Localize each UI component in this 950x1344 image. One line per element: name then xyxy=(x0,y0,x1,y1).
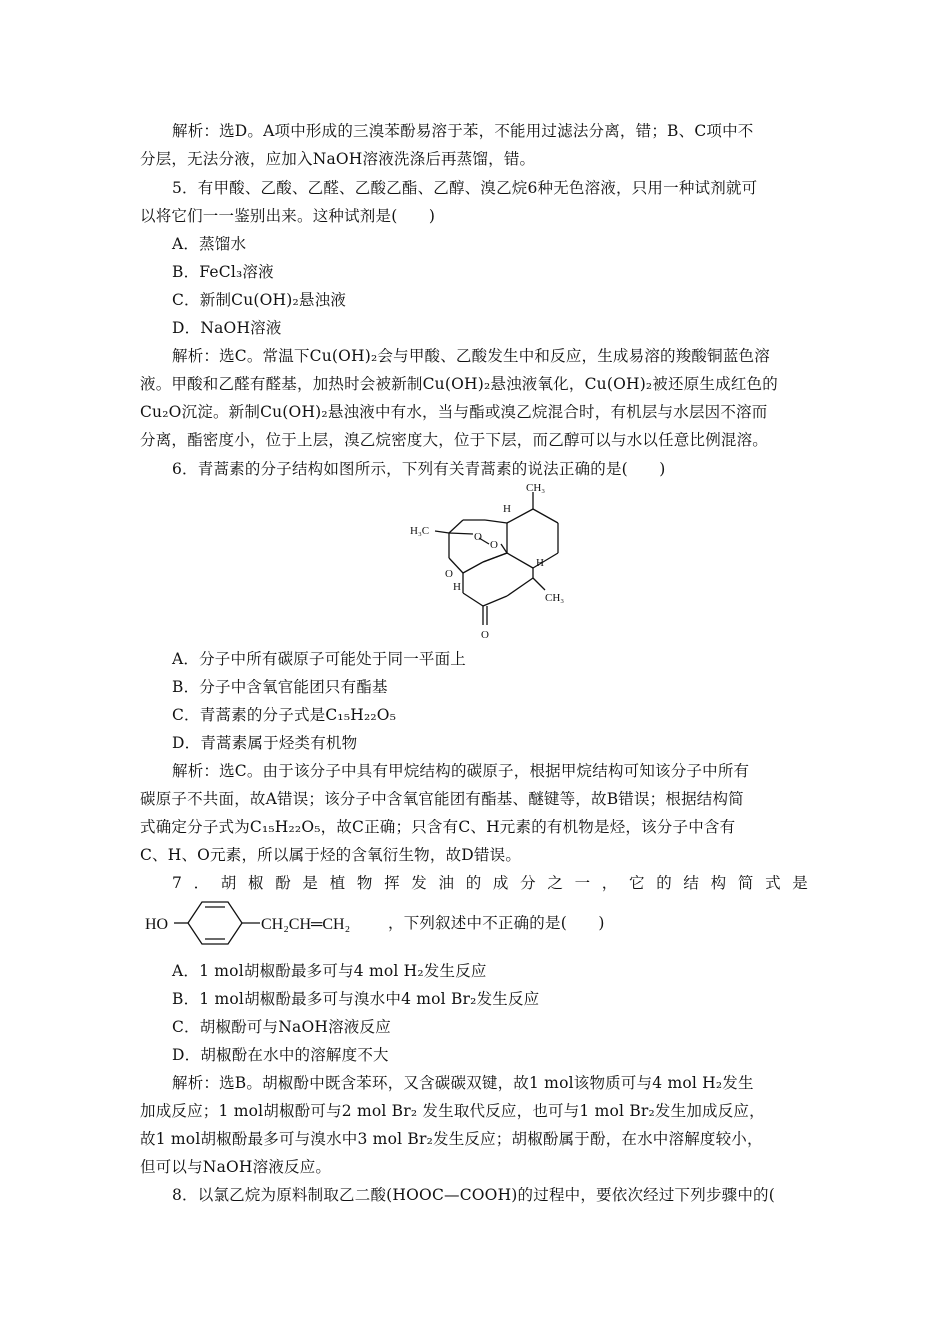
q5-option-c: C．新制Cu(OH)₂悬浊液 xyxy=(172,291,347,309)
q7-option-d: D．胡椒酚在水中的溶解度不大 xyxy=(172,1046,389,1064)
oxygen-label-4: O xyxy=(481,629,489,641)
formula-ho: HO xyxy=(145,916,169,933)
q6-option-d: D．青蒿素属于烃类有机物 xyxy=(172,734,358,752)
ch3-right-label: CH₃ xyxy=(545,592,565,604)
q6-analysis-line-1: 解析：选C。由于该分子中具有甲烷结构的碳原子，根据甲烷结构可知该分子中所有 xyxy=(172,762,750,780)
q7-stem-line-1: 7．胡椒酚是植物挥发油的成分之一，它的结构简式是 xyxy=(172,874,808,892)
ch3-top-label: CH₃ xyxy=(526,482,546,494)
q7-stem-tail: ，下列叙述中不正确的是( ) xyxy=(388,914,605,932)
oxygen-label-2: O xyxy=(490,539,498,551)
q5-stem-line-1: 5．有甲酸、乙酸、乙醛、乙酸乙酯、乙醇、溴乙烷6种无色溶液，只用一种试剂就可 xyxy=(172,179,758,197)
q5-analysis-line-3: Cu₂O沉淀。新制Cu(OH)₂悬浊液中有水，当与酯或溴乙烷混合时，有机层与水层因不溶而 xyxy=(140,403,768,421)
q6-stem: 6．青蒿素的分子结构如图所示，下列有关青蒿素的说法正确的是( ) xyxy=(172,460,666,478)
formula-allyl: CH₂CH═CH₂ xyxy=(261,916,351,933)
q8-stem: 8．以氯乙烷为原料制取乙二酸(HOOC—COOH)的过程中，要依次经过下列步骤中的( xyxy=(172,1186,775,1204)
q5-analysis-line-4: 分离，酯密度小，位于上层，溴乙烷密度大，位于下层，而乙醇可以与水以任意比例混溶。 xyxy=(140,431,769,449)
q6-option-b: B．分子中含氧官能团只有酯基 xyxy=(172,678,388,696)
q7-analysis-line-4: 但可以与NaOH溶液反应。 xyxy=(140,1158,332,1176)
q7-option-a: A．1 mol胡椒酚最多可与4 mol H₂发生反应 xyxy=(172,962,487,980)
oxygen-label-3: O xyxy=(445,568,453,580)
q7-option-b: B．1 mol胡椒酚最多可与溴水中4 mol Br₂发生反应 xyxy=(172,990,540,1008)
chavicol-structure xyxy=(140,895,390,951)
q7-analysis-line-2: 加成反应；1 mol胡椒酚可与2 mol Br₂ 发生取代反应，也可与1 mol Br₂发生加成反应， xyxy=(140,1102,765,1120)
q5-analysis-line-2: 液。甲酸和乙醛有醛基，加热时会被新制Cu(OH)₂悬浊液氧化，Cu(OH)₂被还原生成红色的 xyxy=(140,375,778,393)
q7-analysis-line-1: 解析：选B。胡椒酚中既含苯环，又含碳碳双键，故1 mol该物质可与4 mol H₂发生 xyxy=(172,1074,754,1092)
q5-option-d: D．NaOH溶液 xyxy=(172,319,282,337)
q7-option-c: C．胡椒酚可与NaOH溶液反应 xyxy=(172,1018,391,1036)
q5-analysis-line-1: 解析：选C。常温下Cu(OH)₂会与甲酸、乙酸发生中和反应，生成易溶的羧酸铜蓝色溶 xyxy=(172,347,770,365)
oxygen-label-1: O xyxy=(474,531,482,543)
h-right-label: H xyxy=(536,557,544,569)
h-top-label: H xyxy=(503,503,511,515)
h-left-label: H xyxy=(453,581,461,593)
q6-option-a: A．分子中所有碳原子可能处于同一平面上 xyxy=(172,650,466,668)
q6-option-c: C．青蒿素的分子式是C₁₅H₂₂O₅ xyxy=(172,706,397,724)
q6-analysis-line-2: 碳原子不共面，故A错误；该分子中含氧官能团有酯基、醚键等，故B错误；根据结构简 xyxy=(140,790,744,808)
q5-option-b: B．FeCl₃溶液 xyxy=(172,263,274,281)
q4-analysis-line-1: 解析：选D。A项中形成的三溴苯酚易溶于苯，不能用过滤法分离，错；B、C项中不 xyxy=(172,122,754,140)
h3c-left-label: H₃C xyxy=(410,525,430,537)
q4-analysis-line-2: 分层，无法分液，应加入NaOH溶液洗涤后再蒸馏，错。 xyxy=(140,150,536,168)
q7-analysis-line-3: 故1 mol胡椒酚最多可与溴水中3 mol Br₂发生反应；胡椒酚属于酚，在水中溶解度较小， xyxy=(140,1130,763,1148)
q6-analysis-line-4: C、H、O元素，所以属于烃的含氧衍生物，故D错误。 xyxy=(140,846,522,864)
artemisinin-structure xyxy=(405,478,585,646)
q5-option-a: A．蒸馏水 xyxy=(172,235,247,253)
q6-analysis-line-3: 式确定分子式为C₁₅H₂₂O₅，故C正确；只含有C、H元素的有机物是烃，该分子中含有 xyxy=(140,818,736,836)
q5-stem-line-2: 以将它们一一鉴别出来。这种试剂是( ) xyxy=(140,207,436,225)
